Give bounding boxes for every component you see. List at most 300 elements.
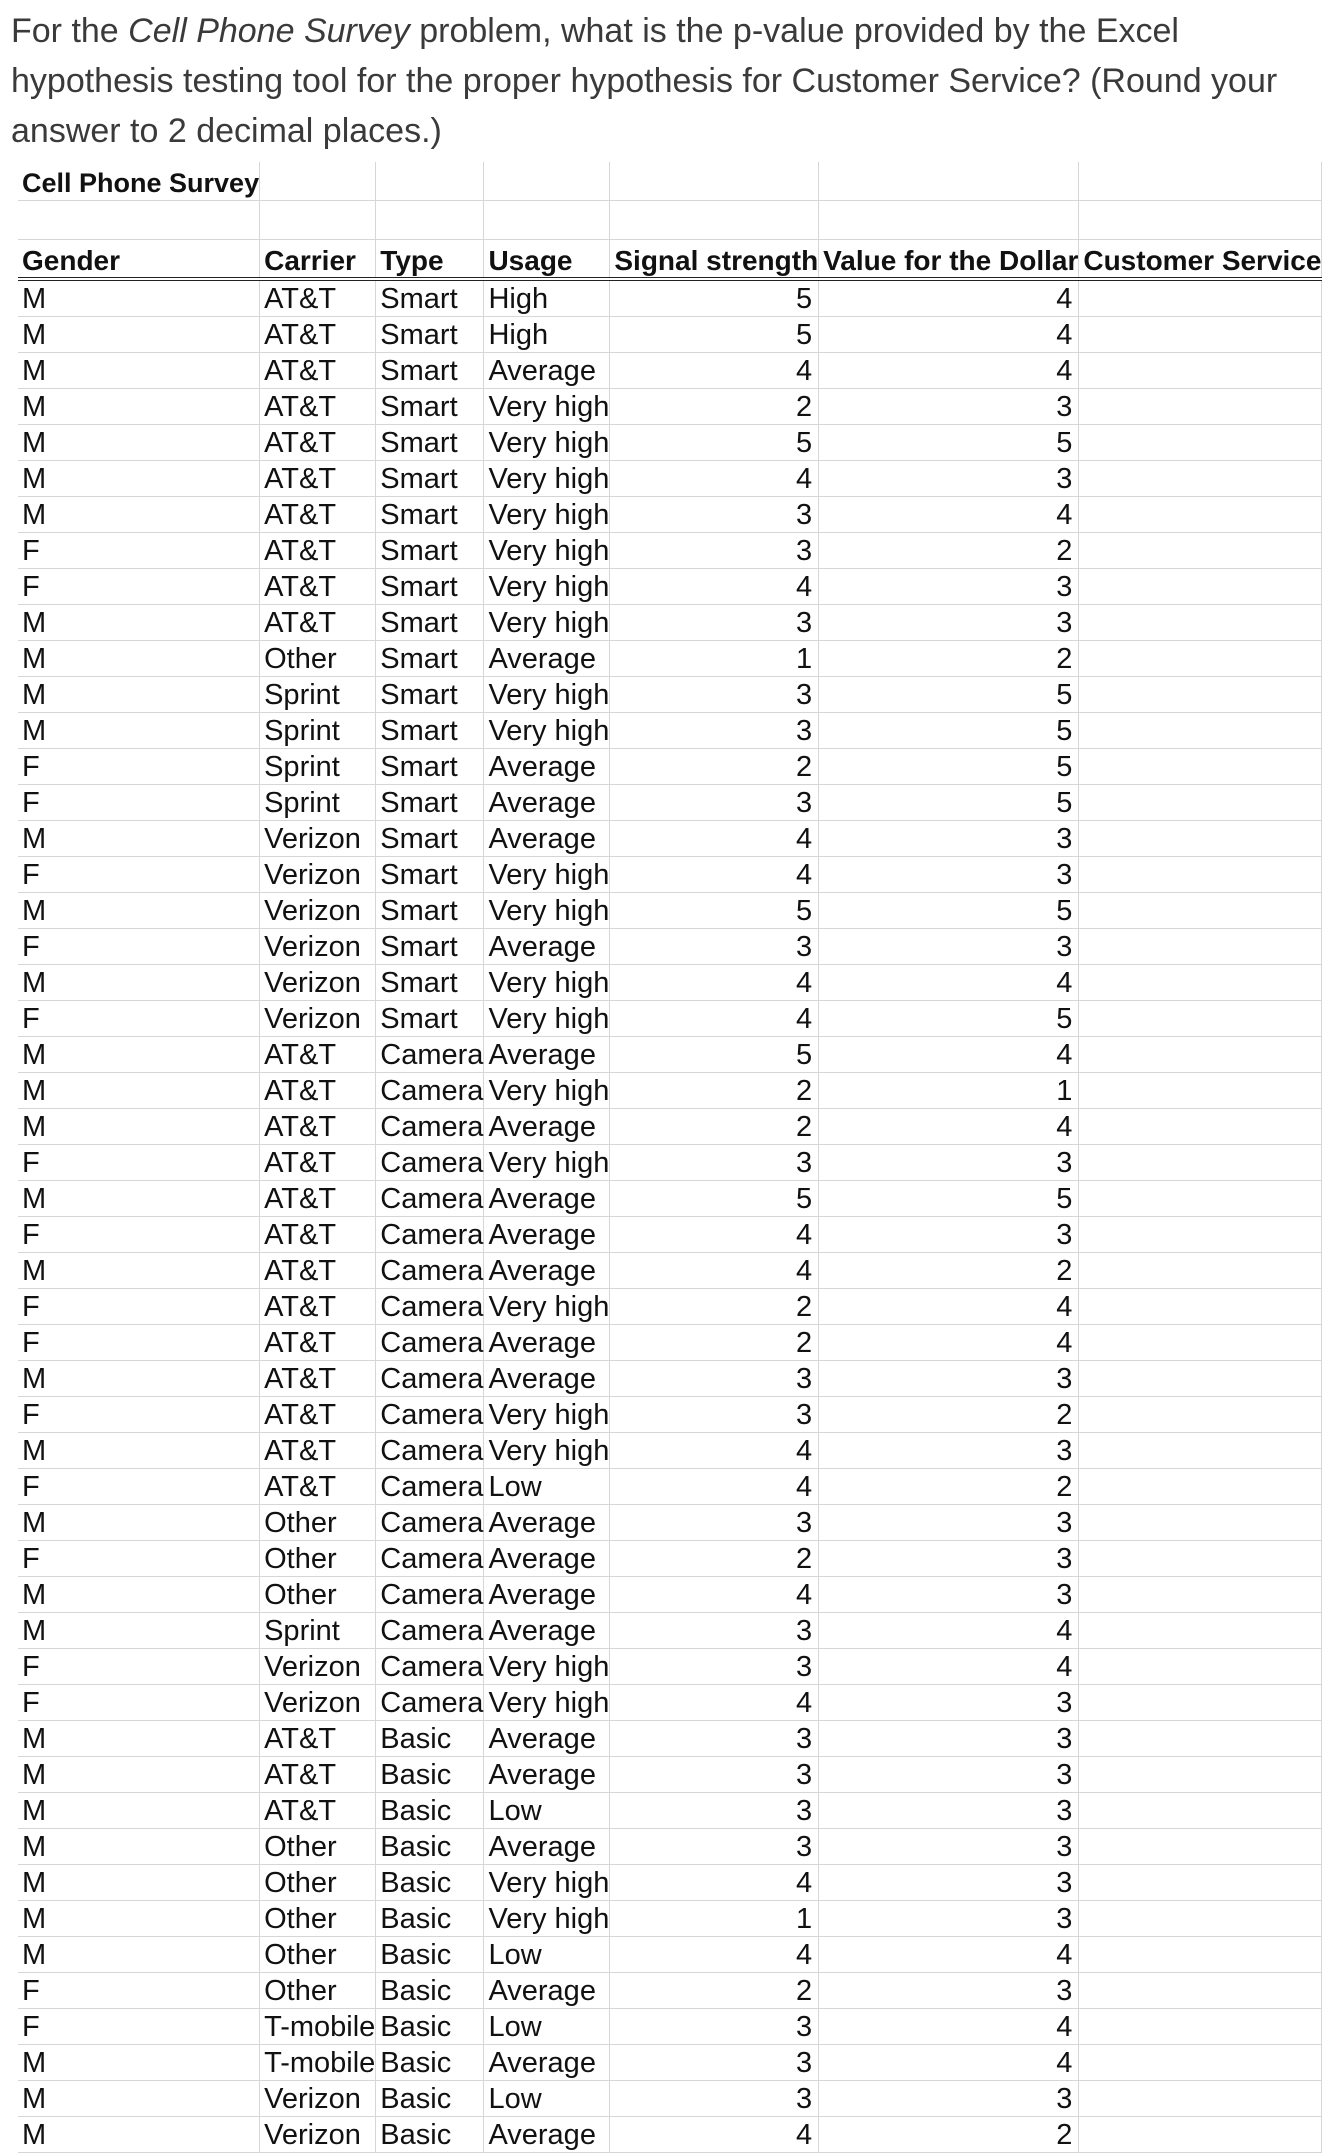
cell-type[interactable]: Smart <box>376 353 484 389</box>
cell-carrier[interactable]: Sprint <box>260 677 376 713</box>
cell-carrier[interactable]: AT&T <box>260 353 376 389</box>
cell-usage[interactable]: Very high <box>484 1001 610 1037</box>
cell-usage[interactable]: Very high <box>484 425 610 461</box>
cell-type[interactable]: Basic <box>376 2081 484 2117</box>
cell-gender[interactable]: M <box>18 2045 260 2081</box>
cell-carrier[interactable]: AT&T <box>260 569 376 605</box>
cell-gender[interactable]: F <box>18 1325 260 1361</box>
cell-type[interactable]: Camera <box>376 1145 484 1181</box>
cell-value-for-the-dollar[interactable]: 2 <box>819 1253 1079 1289</box>
cell-usage[interactable]: Very high <box>484 857 610 893</box>
cell-type[interactable]: Smart <box>376 1001 484 1037</box>
cell-gender[interactable]: M <box>18 713 260 749</box>
cell-signal-strength[interactable]: 3 <box>610 2081 819 2117</box>
cell-usage[interactable]: Low <box>484 1793 610 1829</box>
cell-usage[interactable]: Average <box>484 641 610 677</box>
cell-gender[interactable]: F <box>18 749 260 785</box>
cell-value-for-the-dollar[interactable]: 5 <box>819 1181 1079 1217</box>
cell-gender[interactable]: F <box>18 1973 260 2009</box>
cell-signal-strength[interactable]: 4 <box>610 1865 819 1901</box>
cell-value-for-the-dollar[interactable]: 5 <box>819 677 1079 713</box>
cell-gender[interactable]: M <box>18 893 260 929</box>
cell-gender[interactable]: M <box>18 2081 260 2117</box>
cell-value-for-the-dollar[interactable]: 3 <box>819 1541 1079 1577</box>
cell-type[interactable]: Basic <box>376 1937 484 1973</box>
cell-usage[interactable]: Average <box>484 1217 610 1253</box>
cell-value-for-the-dollar[interactable]: 3 <box>819 1973 1079 2009</box>
cell-type[interactable]: Basic <box>376 1721 484 1757</box>
cell-usage[interactable]: Average <box>484 1037 610 1073</box>
cell-customer-service[interactable] <box>1079 317 1322 353</box>
empty-cell[interactable] <box>1079 162 1322 201</box>
cell-gender[interactable]: M <box>18 1829 260 1865</box>
cell-usage[interactable]: Very high <box>484 1685 610 1721</box>
cell-customer-service[interactable] <box>1079 1109 1322 1145</box>
cell-signal-strength[interactable]: 4 <box>610 1685 819 1721</box>
cell-signal-strength[interactable]: 2 <box>610 749 819 785</box>
empty-cell[interactable] <box>610 162 819 201</box>
cell-value-for-the-dollar[interactable]: 4 <box>819 1289 1079 1325</box>
cell-type[interactable]: Camera <box>376 1037 484 1073</box>
cell-signal-strength[interactable]: 5 <box>610 317 819 353</box>
cell-signal-strength[interactable]: 3 <box>610 1793 819 1829</box>
cell-carrier[interactable]: Sprint <box>260 1613 376 1649</box>
cell-customer-service[interactable] <box>1079 1469 1322 1505</box>
cell-customer-service[interactable] <box>1079 1721 1322 1757</box>
cell-customer-service[interactable] <box>1079 1433 1322 1469</box>
cell-signal-strength[interactable]: 5 <box>610 279 819 317</box>
cell-value-for-the-dollar[interactable]: 2 <box>819 641 1079 677</box>
cell-value-for-the-dollar[interactable]: 5 <box>819 713 1079 749</box>
cell-customer-service[interactable] <box>1079 1181 1322 1217</box>
cell-customer-service[interactable] <box>1079 1253 1322 1289</box>
cell-signal-strength[interactable]: 3 <box>610 497 819 533</box>
cell-value-for-the-dollar[interactable]: 4 <box>819 2045 1079 2081</box>
cell-usage[interactable]: Average <box>484 749 610 785</box>
cell-signal-strength[interactable]: 2 <box>610 1073 819 1109</box>
cell-carrier[interactable]: Other <box>260 1865 376 1901</box>
cell-signal-strength[interactable]: 3 <box>610 2045 819 2081</box>
cell-carrier[interactable]: AT&T <box>260 1757 376 1793</box>
cell-customer-service[interactable] <box>1079 425 1322 461</box>
cell-carrier[interactable]: AT&T <box>260 1181 376 1217</box>
cell-carrier[interactable]: AT&T <box>260 1721 376 1757</box>
cell-signal-strength[interactable]: 5 <box>610 1037 819 1073</box>
cell-signal-strength[interactable]: 5 <box>610 893 819 929</box>
cell-carrier[interactable]: Other <box>260 1577 376 1613</box>
cell-customer-service[interactable] <box>1079 965 1322 1001</box>
cell-signal-strength[interactable]: 4 <box>610 1253 819 1289</box>
cell-carrier[interactable]: Verizon <box>260 821 376 857</box>
cell-type[interactable]: Camera <box>376 1505 484 1541</box>
cell-value-for-the-dollar[interactable]: 4 <box>819 2009 1079 2045</box>
cell-type[interactable]: Basic <box>376 1901 484 1937</box>
cell-value-for-the-dollar[interactable]: 1 <box>819 1073 1079 1109</box>
cell-signal-strength[interactable]: 3 <box>610 929 819 965</box>
cell-usage[interactable]: Average <box>484 1253 610 1289</box>
cell-gender[interactable]: M <box>18 1181 260 1217</box>
cell-type[interactable]: Camera <box>376 1181 484 1217</box>
cell-gender[interactable]: M <box>18 317 260 353</box>
cell-type[interactable]: Smart <box>376 605 484 641</box>
cell-customer-service[interactable] <box>1079 1145 1322 1181</box>
cell-value-for-the-dollar[interactable]: 3 <box>819 605 1079 641</box>
cell-value-for-the-dollar[interactable]: 3 <box>819 1901 1079 1937</box>
cell-carrier[interactable]: Sprint <box>260 749 376 785</box>
cell-carrier[interactable]: AT&T <box>260 1397 376 1433</box>
cell-usage[interactable]: Very high <box>484 569 610 605</box>
cell-value-for-the-dollar[interactable]: 4 <box>819 1325 1079 1361</box>
cell-carrier[interactable]: AT&T <box>260 605 376 641</box>
header-gender[interactable]: Gender <box>18 240 260 280</box>
cell-signal-strength[interactable]: 4 <box>610 1937 819 1973</box>
cell-customer-service[interactable] <box>1079 1217 1322 1253</box>
cell-gender[interactable]: F <box>18 1649 260 1685</box>
cell-usage[interactable]: High <box>484 279 610 317</box>
cell-carrier[interactable]: AT&T <box>260 389 376 425</box>
empty-cell[interactable] <box>376 201 484 240</box>
cell-type[interactable]: Smart <box>376 533 484 569</box>
cell-signal-strength[interactable]: 3 <box>610 2009 819 2045</box>
cell-type[interactable]: Camera <box>376 1361 484 1397</box>
cell-carrier[interactable]: AT&T <box>260 279 376 317</box>
cell-customer-service[interactable] <box>1079 2009 1322 2045</box>
cell-signal-strength[interactable]: 4 <box>610 461 819 497</box>
cell-signal-strength[interactable]: 3 <box>610 677 819 713</box>
cell-signal-strength[interactable]: 4 <box>610 1433 819 1469</box>
cell-carrier[interactable]: AT&T <box>260 1109 376 1145</box>
cell-carrier[interactable]: T-mobile <box>260 2045 376 2081</box>
cell-gender[interactable]: F <box>18 1397 260 1433</box>
cell-gender[interactable]: F <box>18 1541 260 1577</box>
cell-type[interactable]: Camera <box>376 1469 484 1505</box>
cell-usage[interactable]: Very high <box>484 1397 610 1433</box>
cell-customer-service[interactable] <box>1079 1937 1322 1973</box>
empty-cell[interactable] <box>18 201 260 240</box>
cell-type[interactable]: Camera <box>376 1289 484 1325</box>
cell-customer-service[interactable] <box>1079 353 1322 389</box>
cell-usage[interactable]: Low <box>484 2009 610 2045</box>
empty-cell[interactable] <box>376 162 484 201</box>
cell-carrier[interactable]: AT&T <box>260 1793 376 1829</box>
cell-signal-strength[interactable]: 2 <box>610 1325 819 1361</box>
cell-signal-strength[interactable]: 3 <box>610 1361 819 1397</box>
cell-carrier[interactable]: Verizon <box>260 965 376 1001</box>
cell-carrier[interactable]: AT&T <box>260 497 376 533</box>
cell-type[interactable]: Basic <box>376 1757 484 1793</box>
cell-gender[interactable]: F <box>18 1469 260 1505</box>
cell-type[interactable]: Basic <box>376 1829 484 1865</box>
cell-signal-strength[interactable]: 3 <box>610 1505 819 1541</box>
cell-value-for-the-dollar[interactable]: 4 <box>819 1649 1079 1685</box>
cell-gender[interactable]: M <box>18 1109 260 1145</box>
cell-value-for-the-dollar[interactable]: 3 <box>819 1829 1079 1865</box>
cell-type[interactable]: Basic <box>376 2117 484 2153</box>
cell-customer-service[interactable] <box>1079 1757 1322 1793</box>
cell-usage[interactable]: Average <box>484 1361 610 1397</box>
cell-gender[interactable]: M <box>18 1937 260 1973</box>
cell-usage[interactable]: Low <box>484 1937 610 1973</box>
cell-carrier[interactable]: Verizon <box>260 1001 376 1037</box>
cell-carrier[interactable]: Verizon <box>260 2081 376 2117</box>
cell-usage[interactable]: Very high <box>484 605 610 641</box>
cell-usage[interactable]: Average <box>484 1757 610 1793</box>
header-signal-strength[interactable]: Signal strength <box>610 240 819 280</box>
cell-type[interactable]: Smart <box>376 317 484 353</box>
cell-gender[interactable]: F <box>18 533 260 569</box>
cell-usage[interactable]: Average <box>484 821 610 857</box>
cell-type[interactable]: Camera <box>376 1325 484 1361</box>
cell-gender[interactable]: M <box>18 461 260 497</box>
cell-usage[interactable]: Average <box>484 1973 610 2009</box>
cell-customer-service[interactable] <box>1079 857 1322 893</box>
cell-usage[interactable]: Average <box>484 2117 610 2153</box>
cell-signal-strength[interactable]: 3 <box>610 785 819 821</box>
cell-usage[interactable]: Low <box>484 1469 610 1505</box>
cell-gender[interactable]: F <box>18 1001 260 1037</box>
cell-customer-service[interactable] <box>1079 2045 1322 2081</box>
cell-customer-service[interactable] <box>1079 1325 1322 1361</box>
cell-customer-service[interactable] <box>1079 461 1322 497</box>
cell-value-for-the-dollar[interactable]: 5 <box>819 893 1079 929</box>
cell-customer-service[interactable] <box>1079 1649 1322 1685</box>
cell-usage[interactable]: Average <box>484 929 610 965</box>
cell-type[interactable]: Basic <box>376 2045 484 2081</box>
cell-gender[interactable]: F <box>18 1289 260 1325</box>
cell-type[interactable]: Smart <box>376 569 484 605</box>
cell-carrier[interactable]: Verizon <box>260 929 376 965</box>
cell-gender[interactable]: M <box>18 2117 260 2153</box>
cell-customer-service[interactable] <box>1079 821 1322 857</box>
cell-signal-strength[interactable]: 3 <box>610 1397 819 1433</box>
cell-type[interactable]: Camera <box>376 1649 484 1685</box>
empty-cell[interactable] <box>260 201 376 240</box>
cell-usage[interactable]: Very high <box>484 1901 610 1937</box>
cell-customer-service[interactable] <box>1079 785 1322 821</box>
cell-signal-strength[interactable]: 4 <box>610 2117 819 2153</box>
cell-value-for-the-dollar[interactable]: 3 <box>819 1217 1079 1253</box>
cell-signal-strength[interactable]: 4 <box>610 1577 819 1613</box>
cell-customer-service[interactable] <box>1079 1577 1322 1613</box>
cell-type[interactable]: Basic <box>376 1865 484 1901</box>
cell-usage[interactable]: Very high <box>484 1289 610 1325</box>
cell-gender[interactable]: M <box>18 389 260 425</box>
cell-value-for-the-dollar[interactable]: 5 <box>819 425 1079 461</box>
cell-gender[interactable]: M <box>18 1433 260 1469</box>
cell-value-for-the-dollar[interactable]: 2 <box>819 1469 1079 1505</box>
cell-type[interactable]: Basic <box>376 2009 484 2045</box>
cell-gender[interactable]: M <box>18 1505 260 1541</box>
cell-signal-strength[interactable]: 4 <box>610 821 819 857</box>
cell-carrier[interactable]: T-mobile <box>260 2009 376 2045</box>
cell-type[interactable]: Smart <box>376 425 484 461</box>
cell-carrier[interactable]: AT&T <box>260 1361 376 1397</box>
cell-customer-service[interactable] <box>1079 389 1322 425</box>
cell-gender[interactable]: M <box>18 425 260 461</box>
cell-usage[interactable]: Average <box>484 1541 610 1577</box>
cell-signal-strength[interactable]: 4 <box>610 1469 819 1505</box>
cell-signal-strength[interactable]: 1 <box>610 1901 819 1937</box>
cell-type[interactable]: Smart <box>376 713 484 749</box>
cell-value-for-the-dollar[interactable]: 4 <box>819 1937 1079 1973</box>
cell-value-for-the-dollar[interactable]: 4 <box>819 965 1079 1001</box>
empty-cell[interactable] <box>484 162 610 201</box>
cell-customer-service[interactable] <box>1079 605 1322 641</box>
cell-carrier[interactable]: Verizon <box>260 893 376 929</box>
cell-customer-service[interactable] <box>1079 533 1322 569</box>
empty-cell[interactable] <box>819 201 1079 240</box>
cell-carrier[interactable]: AT&T <box>260 1217 376 1253</box>
cell-customer-service[interactable] <box>1079 1397 1322 1433</box>
cell-value-for-the-dollar[interactable]: 4 <box>819 1109 1079 1145</box>
cell-gender[interactable]: M <box>18 641 260 677</box>
cell-gender[interactable]: M <box>18 279 260 317</box>
cell-signal-strength[interactable]: 4 <box>610 569 819 605</box>
cell-gender[interactable]: M <box>18 1865 260 1901</box>
cell-value-for-the-dollar[interactable]: 3 <box>819 1577 1079 1613</box>
cell-usage[interactable]: Very high <box>484 1649 610 1685</box>
cell-usage[interactable]: Very high <box>484 461 610 497</box>
cell-carrier[interactable]: AT&T <box>260 1037 376 1073</box>
cell-signal-strength[interactable]: 4 <box>610 353 819 389</box>
cell-type[interactable]: Smart <box>376 389 484 425</box>
cell-usage[interactable]: Very high <box>484 389 610 425</box>
cell-customer-service[interactable] <box>1079 1901 1322 1937</box>
cell-usage[interactable]: Very high <box>484 965 610 1001</box>
cell-signal-strength[interactable]: 2 <box>610 1973 819 2009</box>
cell-usage[interactable]: Average <box>484 2045 610 2081</box>
cell-value-for-the-dollar[interactable]: 4 <box>819 279 1079 317</box>
cell-type[interactable]: Camera <box>376 1577 484 1613</box>
header-value-for-the-dollar[interactable]: Value for the Dollar <box>819 240 1079 280</box>
header-type[interactable]: Type <box>376 240 484 280</box>
cell-type[interactable]: Basic <box>376 1973 484 2009</box>
cell-usage[interactable]: Very high <box>484 497 610 533</box>
cell-value-for-the-dollar[interactable]: 3 <box>819 1361 1079 1397</box>
cell-customer-service[interactable] <box>1079 569 1322 605</box>
cell-type[interactable]: Smart <box>376 929 484 965</box>
cell-carrier[interactable]: Other <box>260 1973 376 2009</box>
cell-usage[interactable]: Very high <box>484 1073 610 1109</box>
cell-usage[interactable]: Very high <box>484 1433 610 1469</box>
cell-type[interactable]: Smart <box>376 677 484 713</box>
cell-carrier[interactable]: AT&T <box>260 1433 376 1469</box>
cell-usage[interactable]: Average <box>484 353 610 389</box>
cell-usage[interactable]: Very high <box>484 893 610 929</box>
cell-gender[interactable]: M <box>18 677 260 713</box>
cell-value-for-the-dollar[interactable]: 4 <box>819 317 1079 353</box>
cell-type[interactable]: Smart <box>376 857 484 893</box>
cell-customer-service[interactable] <box>1079 497 1322 533</box>
cell-customer-service[interactable] <box>1079 279 1322 317</box>
cell-type[interactable]: Smart <box>376 497 484 533</box>
cell-gender[interactable]: M <box>18 1793 260 1829</box>
cell-carrier[interactable]: Other <box>260 641 376 677</box>
cell-usage[interactable]: Average <box>484 1505 610 1541</box>
cell-carrier[interactable]: AT&T <box>260 317 376 353</box>
cell-type[interactable]: Smart <box>376 893 484 929</box>
cell-usage[interactable]: Very high <box>484 713 610 749</box>
cell-customer-service[interactable] <box>1079 1541 1322 1577</box>
cell-carrier[interactable]: AT&T <box>260 425 376 461</box>
cell-usage[interactable]: Very high <box>484 1145 610 1181</box>
cell-type[interactable]: Smart <box>376 749 484 785</box>
cell-type[interactable]: Camera <box>376 1397 484 1433</box>
cell-gender[interactable]: F <box>18 785 260 821</box>
cell-customer-service[interactable] <box>1079 1829 1322 1865</box>
cell-customer-service[interactable] <box>1079 1289 1322 1325</box>
cell-signal-strength[interactable]: 4 <box>610 1217 819 1253</box>
cell-value-for-the-dollar[interactable]: 3 <box>819 1505 1079 1541</box>
cell-value-for-the-dollar[interactable]: 3 <box>819 857 1079 893</box>
cell-value-for-the-dollar[interactable]: 3 <box>819 389 1079 425</box>
cell-value-for-the-dollar[interactable]: 3 <box>819 1865 1079 1901</box>
cell-signal-strength[interactable]: 3 <box>610 533 819 569</box>
cell-signal-strength[interactable]: 3 <box>610 1829 819 1865</box>
cell-customer-service[interactable] <box>1079 893 1322 929</box>
cell-usage[interactable]: Average <box>484 1181 610 1217</box>
cell-gender[interactable]: M <box>18 1577 260 1613</box>
cell-gender[interactable]: M <box>18 1721 260 1757</box>
cell-customer-service[interactable] <box>1079 749 1322 785</box>
cell-value-for-the-dollar[interactable]: 3 <box>819 1433 1079 1469</box>
cell-gender[interactable]: F <box>18 1217 260 1253</box>
cell-signal-strength[interactable]: 2 <box>610 1109 819 1145</box>
cell-gender[interactable]: M <box>18 1073 260 1109</box>
cell-carrier[interactable]: AT&T <box>260 1145 376 1181</box>
cell-type[interactable]: Smart <box>376 279 484 317</box>
cell-signal-strength[interactable]: 3 <box>610 1649 819 1685</box>
cell-gender[interactable]: M <box>18 965 260 1001</box>
cell-customer-service[interactable] <box>1079 641 1322 677</box>
cell-value-for-the-dollar[interactable]: 2 <box>819 533 1079 569</box>
cell-usage[interactable]: High <box>484 317 610 353</box>
cell-customer-service[interactable] <box>1079 1685 1322 1721</box>
cell-customer-service[interactable] <box>1079 1865 1322 1901</box>
cell-value-for-the-dollar[interactable]: 3 <box>819 569 1079 605</box>
cell-customer-service[interactable] <box>1079 929 1322 965</box>
cell-carrier[interactable]: Verizon <box>260 857 376 893</box>
cell-gender[interactable]: M <box>18 821 260 857</box>
cell-value-for-the-dollar[interactable]: 3 <box>819 1757 1079 1793</box>
cell-customer-service[interactable] <box>1079 2081 1322 2117</box>
cell-signal-strength[interactable]: 2 <box>610 389 819 425</box>
cell-customer-service[interactable] <box>1079 1793 1322 1829</box>
cell-carrier[interactable]: Sprint <box>260 713 376 749</box>
cell-value-for-the-dollar[interactable]: 4 <box>819 497 1079 533</box>
cell-signal-strength[interactable]: 5 <box>610 1181 819 1217</box>
cell-carrier[interactable]: AT&T <box>260 461 376 497</box>
cell-value-for-the-dollar[interactable]: 3 <box>819 461 1079 497</box>
empty-cell[interactable] <box>484 201 610 240</box>
cell-customer-service[interactable] <box>1079 1613 1322 1649</box>
cell-type[interactable]: Camera <box>376 1073 484 1109</box>
cell-signal-strength[interactable]: 5 <box>610 425 819 461</box>
cell-gender[interactable]: M <box>18 1361 260 1397</box>
cell-usage[interactable]: Average <box>484 1721 610 1757</box>
empty-cell[interactable] <box>260 162 376 201</box>
sheet-title[interactable]: Cell Phone Survey <box>18 162 260 201</box>
cell-gender[interactable]: M <box>18 353 260 389</box>
cell-usage[interactable]: Very high <box>484 1865 610 1901</box>
cell-carrier[interactable]: Verizon <box>260 1649 376 1685</box>
cell-signal-strength[interactable]: 4 <box>610 1001 819 1037</box>
cell-customer-service[interactable] <box>1079 1361 1322 1397</box>
cell-gender[interactable]: F <box>18 857 260 893</box>
cell-customer-service[interactable] <box>1079 677 1322 713</box>
cell-signal-strength[interactable]: 3 <box>610 605 819 641</box>
cell-customer-service[interactable] <box>1079 713 1322 749</box>
